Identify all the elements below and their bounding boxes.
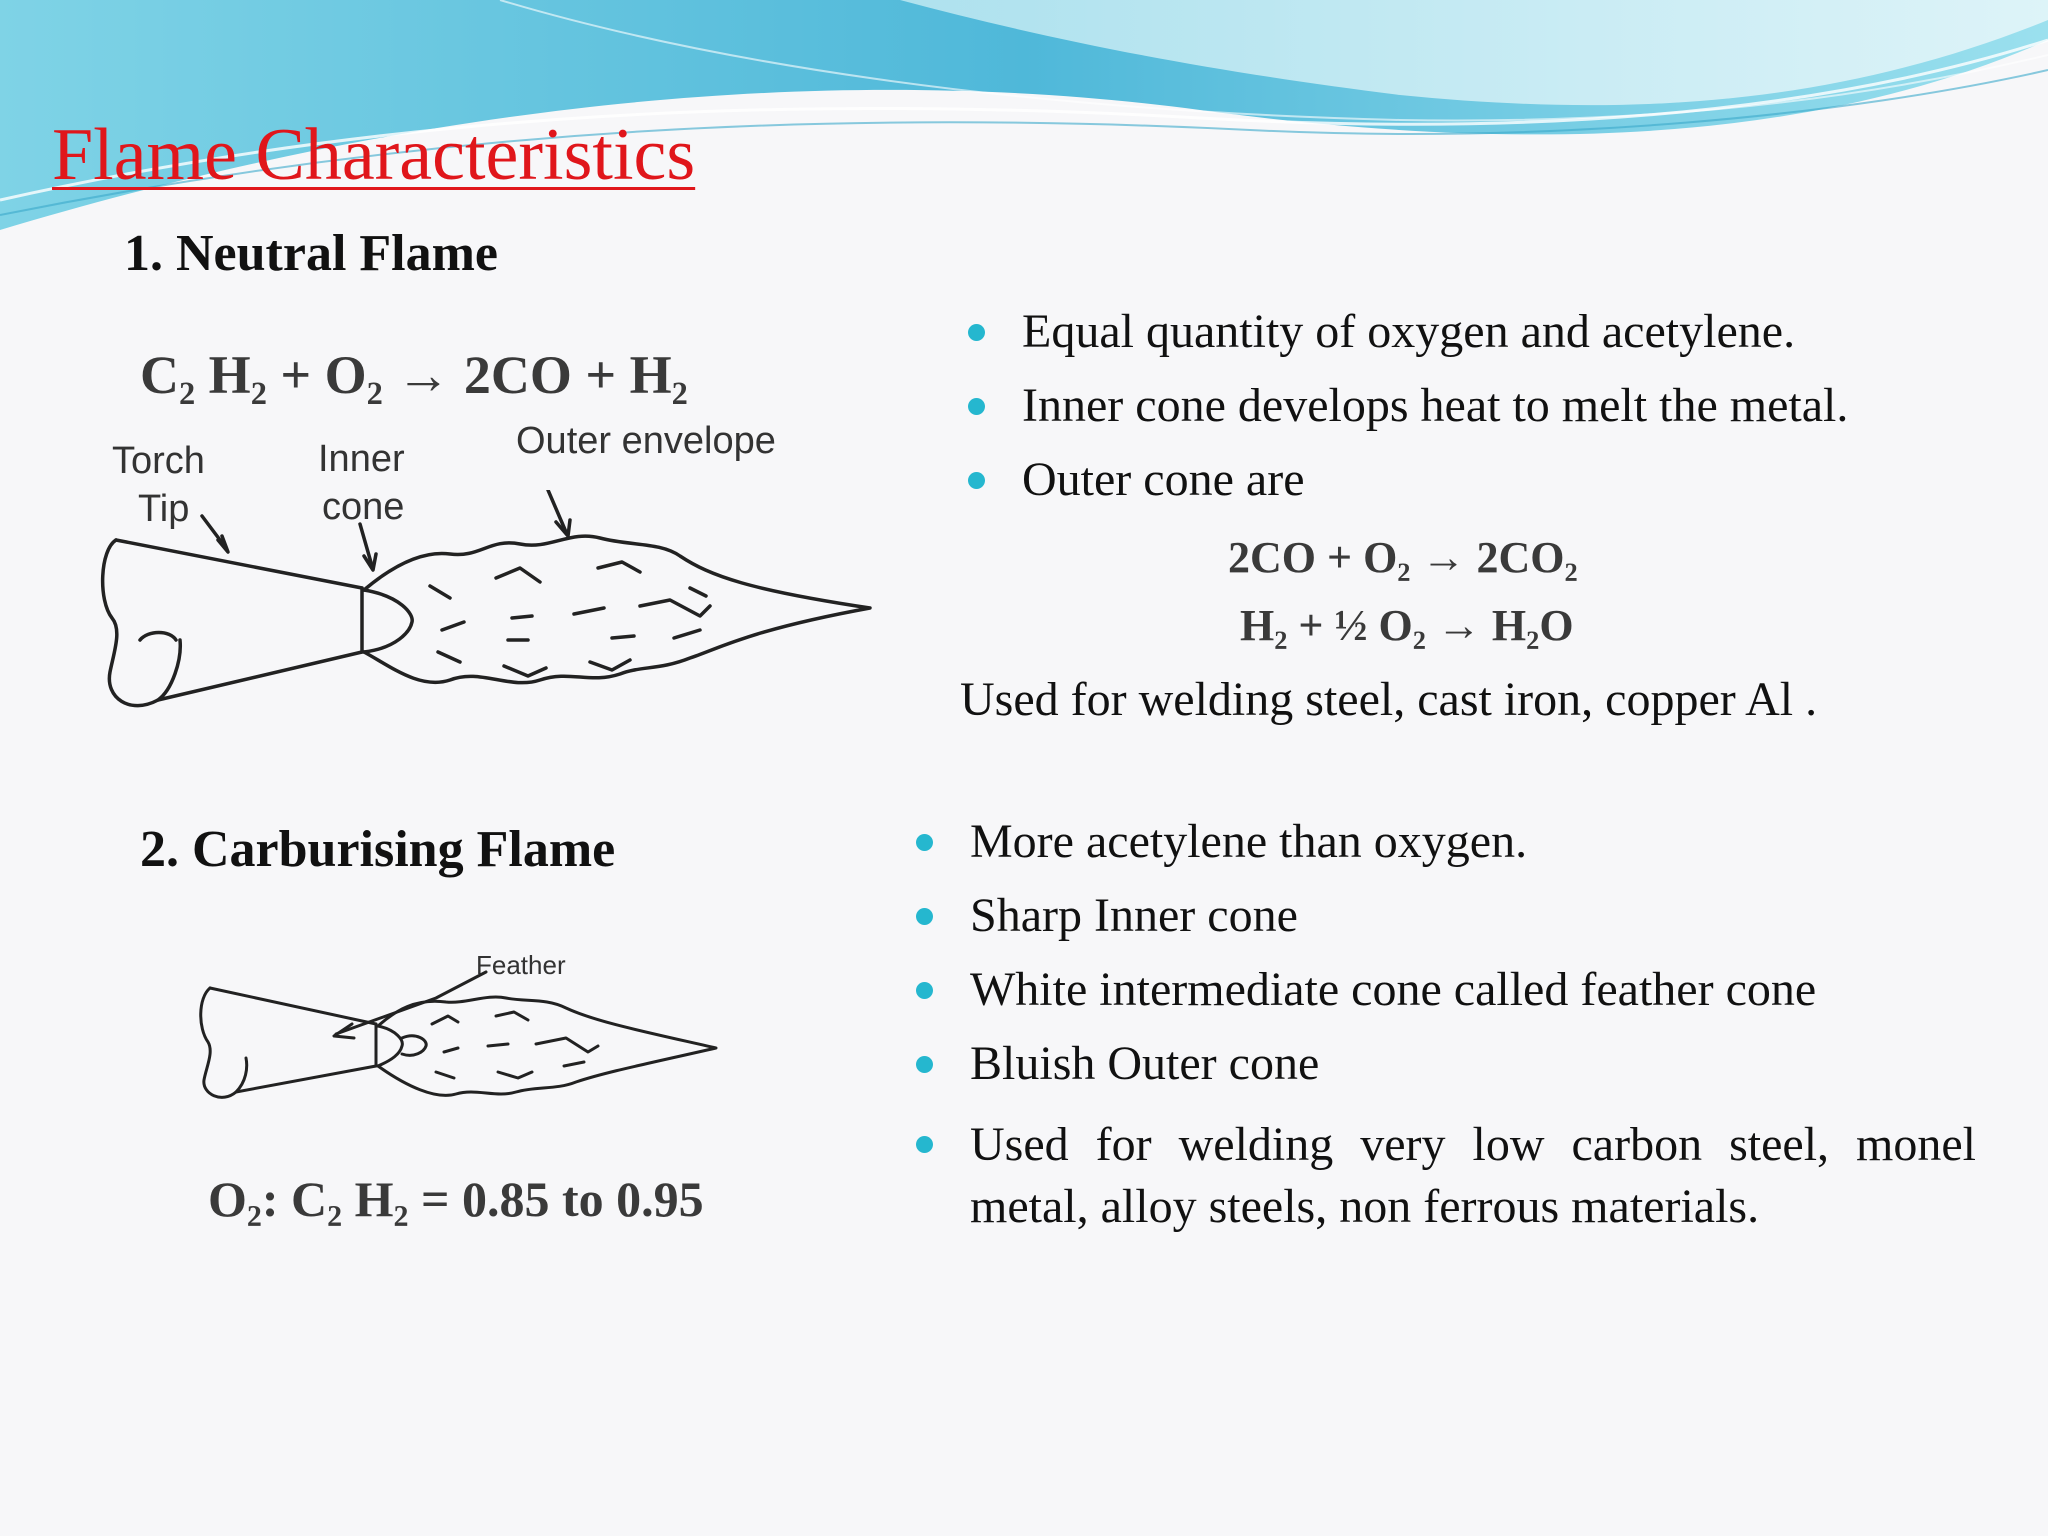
neutral-flame-usage: Used for welding steel, cast iron, copper Al . [960, 673, 1818, 726]
carburising-flame-bullet-list [908, 815, 1976, 1238]
neutral-bullet-2: Inner cone develops heat to melt the metal. [960, 382, 2020, 430]
inner-cone-label-line2: cone [322, 486, 405, 528]
neutral-flame-heading: 1. Neutral Flame [124, 225, 499, 282]
torch-tip-label-line1: Torch [112, 440, 205, 482]
neutral-flame-bullet-list [960, 305, 2020, 506]
feather-label: Feather [476, 950, 566, 980]
bullet-dot-icon [916, 1136, 933, 1153]
carburising-bullet-1: More acetylene than oxygen. [908, 818, 1976, 866]
co-oxidation-reaction: 2CO + O₂ → 2CO₂ [1228, 533, 1578, 582]
inner-cone-label-line1: Inner [318, 438, 405, 480]
neutral-bullet-1: Equal quantity of oxygen and acetylene. [960, 308, 2020, 356]
torch-tip-label-line2: Tip [138, 488, 190, 530]
hydrogen-oxidation-reaction: H₂ + ½ O₂ → H₂O [1240, 601, 1574, 650]
carburising-flame-diagram [196, 968, 726, 1108]
oxygen-acetylene-ratio: O₂: C₂ H₂ = 0.85 to 0.95 [208, 1171, 704, 1227]
bullet-dot-icon [968, 324, 985, 341]
slide-title: Flame Characteristics [52, 114, 696, 196]
neutral-combustion-equation: C₂ H₂ + O₂ → 2CO + H₂ [140, 345, 688, 405]
bullet-dot-icon [916, 908, 933, 925]
outer-envelope-label: Outer envelope [516, 420, 776, 462]
carburising-bullet-5: Used for welding very low carbon steel, monel metal, alloy steels, non ferrous materials. [908, 1114, 1976, 1238]
carburising-bullet-4: Bluish Outer cone [908, 1040, 1976, 1088]
bullet-dot-icon [916, 982, 933, 999]
carburising-flame-heading: 2. Carburising Flame [140, 821, 616, 878]
carburising-bullet-3: White intermediate cone called feather cone [908, 966, 1976, 1014]
carburising-bullet-2: Sharp Inner cone [908, 892, 1976, 940]
bullet-dot-icon [968, 398, 985, 415]
bullet-dot-icon [968, 472, 985, 489]
neutral-flame-diagram [100, 486, 880, 720]
bullet-dot-icon [916, 1056, 933, 1073]
bullet-dot-icon [916, 834, 933, 851]
neutral-bullet-3: Outer cone are [960, 456, 2020, 504]
